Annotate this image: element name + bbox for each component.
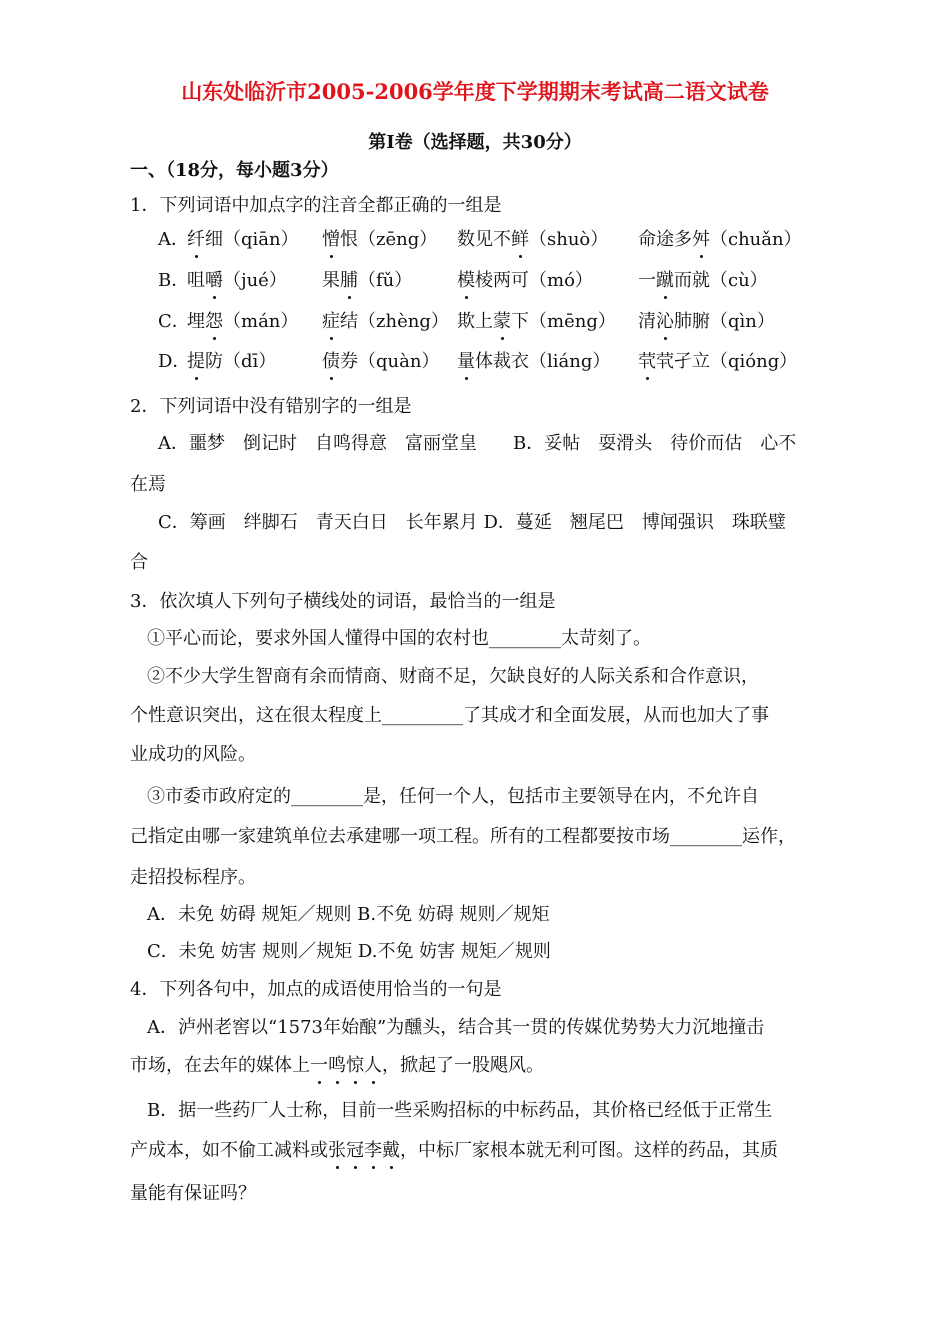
question-3-sentence: 走招投标程序。 — [130, 867, 256, 888]
option-item: 埋怨（mán） — [187, 311, 299, 332]
emphasis-char: 量 — [457, 351, 475, 372]
emphasis-char: 怨 — [205, 311, 223, 332]
option-item: 命途多舛（chuǎn） — [638, 229, 802, 250]
question-4-option-b-line3: 量能有保证吗？ — [130, 1183, 256, 1204]
option-item: 债券（quàn） — [322, 351, 440, 372]
option-item: 数见不鲜（shuò） — [457, 229, 609, 250]
option-item: 一蹴而就（cù） — [638, 270, 768, 291]
emphasis-char: 嚼 — [205, 270, 223, 291]
option-item: 症结（zhèng） — [322, 311, 449, 332]
question-3-sentence: ①平心而论，要求外国人懂得中国的农村也________太苛刻了。 — [147, 628, 651, 649]
emphasis-char: 蹴 — [656, 270, 674, 291]
question-3-sentence: 个性意识突出，这在很太程度上_________了其成才和全面发展，从而也加大了事 — [130, 705, 769, 726]
option-item: 茕茕孑立（qióng） — [638, 351, 798, 372]
question-4-option-a-line2: 市场，在去年的媒体上一鸣惊人，掀起了一股飓风。 — [130, 1055, 544, 1076]
question-2-line: 合 — [130, 552, 148, 573]
question-3-options: C．未免 妨害 规则／规矩 D.不免 妨害 规矩／规则 — [147, 941, 551, 962]
option-label: B． — [158, 270, 190, 291]
emphasis-char: 提 — [187, 351, 205, 372]
option-label: C． — [158, 311, 190, 332]
emphasis-char: 戴 — [382, 1140, 400, 1161]
emphasis-char: 鲜 — [511, 229, 529, 250]
option-item: 量体裁衣（liáng） — [457, 351, 611, 372]
question-3-sentence: ③市委市政府定的________是，任何一个人，包括市主要领导在内，不允许自 — [147, 786, 759, 807]
emphasis-char: 人 — [364, 1055, 382, 1076]
question-3-sentence: 己指定由哪一家建筑单位去承建哪一项工程。所有的工程都要按市场________运作， — [130, 826, 796, 847]
option-label: A． — [158, 229, 189, 250]
question-2-line: A．噩梦 倒记时 自鸣得意 富丽堂皇 B．妥帖 耍滑头 待价而估 心不 — [158, 433, 797, 454]
emphasis-char: 冠 — [346, 1140, 364, 1161]
emphasis-char: 李 — [364, 1140, 382, 1161]
emphasis-char: 茕 — [638, 351, 656, 372]
option-item: 憎恨（zēng） — [322, 229, 438, 250]
question-4-stem: 4．下列各句中，加点的成语使用恰当的一句是 — [130, 979, 502, 1000]
emphasis-char: 脯 — [340, 270, 358, 291]
question-3-stem: 3．依次填人下列句子横线处的词语，最恰当的一组是 — [130, 591, 556, 612]
emphasis-char: 鸣 — [328, 1055, 346, 1076]
emphasis-char: 沁 — [656, 311, 674, 332]
emphasis-char: 模 — [457, 270, 475, 291]
question-2-stem: 2．下列词语中没有错别字的一组是 — [130, 396, 412, 417]
option-item: 提防（dī） — [187, 351, 277, 372]
emphasis-char: 纤 — [187, 229, 205, 250]
emphasis-char: 症 — [322, 311, 340, 332]
option-item: 清沁肺腑（qìn） — [638, 311, 775, 332]
option-item: 咀嚼（jué） — [187, 270, 287, 291]
emphasis-char: 一 — [310, 1055, 328, 1076]
question-3-options: A．未免 妨碍 规矩／规则 B.不免 妨碍 规则／规矩 — [147, 904, 550, 925]
emphasis-char: 憎 — [322, 229, 340, 250]
question-3-sentence: ②不少大学生智商有余而情商、财商不足，欠缺良好的人际关系和合作意识， — [147, 666, 759, 687]
part-heading: 第Ⅰ卷（选择题，共30分） — [368, 132, 582, 153]
section-heading: 一、（18分，每小题3分） — [130, 160, 339, 181]
option-label: D． — [158, 351, 191, 372]
page-title: 山东处临沂市2005-2006学年度下学期期末考试高二语文试卷 — [181, 79, 769, 104]
option-item: 果脯（fǔ） — [322, 270, 413, 291]
question-4-option-b: B．据一些药厂人士称，目前一些采购招标的中标药品，其价格已经低于正常生 — [147, 1100, 773, 1121]
option-item: 欺上蒙下（mēng） — [457, 311, 616, 332]
option-item: 纤细（qiān） — [187, 229, 299, 250]
emphasis-char: 舛 — [692, 229, 710, 250]
emphasis-char: 债 — [322, 351, 340, 372]
question-2-line: 在焉 — [130, 474, 166, 495]
question-1-stem: 1．下列词语中加点字的注音全都正确的一组是 — [130, 195, 502, 216]
option-item: 模棱两可（mó） — [457, 270, 593, 291]
emphasis-char: 蒙 — [493, 311, 511, 332]
emphasis-char: 惊 — [346, 1055, 364, 1076]
emphasis-char: 张 — [328, 1140, 346, 1161]
question-3-sentence: 业成功的风险。 — [130, 744, 256, 765]
question-4-option-b-line2: 产成本，如不偷工减料或张冠李戴，中标厂家根本就无利可图。这样的药品，其质 — [130, 1140, 778, 1161]
question-4-option-a: A．泸州老窖以“1573年始酿”为醺头，结合其一贯的传媒优势势大力沉地撞击 — [147, 1017, 765, 1038]
question-2-line: C．筹画 绊脚石 青天白日 长年累月 D．蔓延 翘尾巴 博闻强识 珠联璧 — [158, 512, 786, 533]
